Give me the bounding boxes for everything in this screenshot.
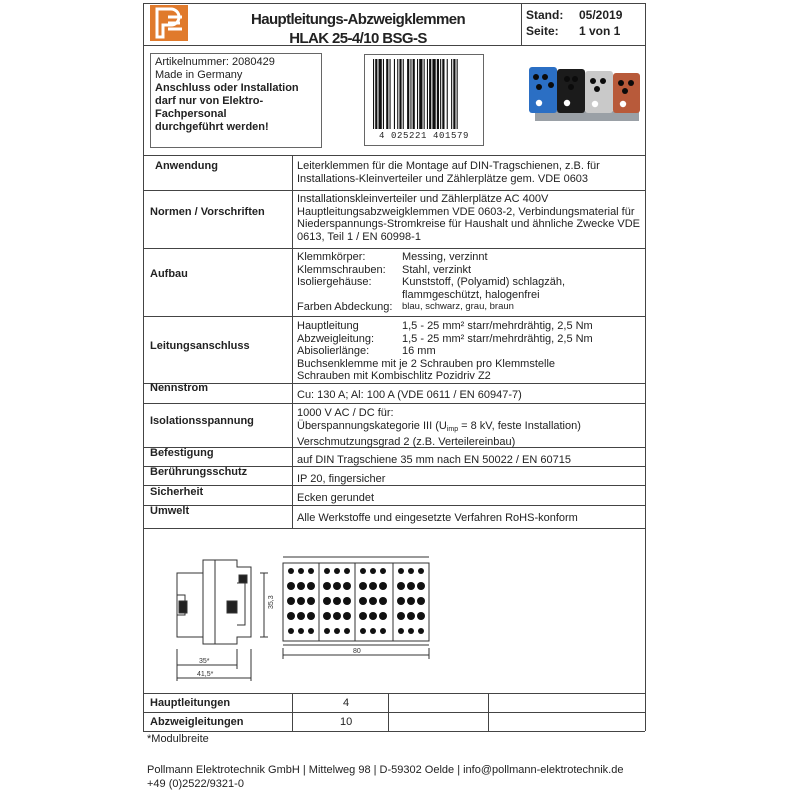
spec-value-sicherheit: Ecken gerundet bbox=[297, 492, 375, 504]
leitung-key: Hauptleitung bbox=[297, 320, 359, 332]
text-line: Hauptleitungsabzweigklemmen VDE 0603-2, Verbindungsmaterial für bbox=[297, 205, 635, 218]
spec-label-isolation: Isolationsspannung bbox=[150, 415, 254, 427]
aufbau-row bbox=[297, 276, 642, 289]
leitung-key: Abisolierlänge: bbox=[297, 345, 370, 357]
row-line bbox=[143, 403, 645, 404]
bottom-table-line bbox=[292, 693, 293, 731]
subscript: imp bbox=[446, 425, 459, 433]
bottom-table-line bbox=[143, 731, 645, 732]
section-divider-top bbox=[143, 155, 645, 156]
frame-left bbox=[143, 3, 144, 693]
aufbau-row bbox=[297, 251, 642, 264]
warning-line-3: Fachpersonal bbox=[155, 108, 227, 120]
spec-label-normen: Normen / Vorschriften bbox=[150, 206, 265, 218]
row-line bbox=[143, 383, 645, 384]
stand-label: Stand: bbox=[526, 8, 564, 22]
warning-line-4: durchgeführt werden! bbox=[155, 121, 269, 133]
document-title bbox=[198, 10, 518, 48]
bottom-label-abzweigleitungen: Abzweigleitungen bbox=[150, 716, 244, 728]
made-in: Made in Germany bbox=[155, 69, 243, 81]
text-line: Leiterklemmen für die Montage auf DIN-Tragschienen, z.B. für bbox=[297, 160, 600, 172]
frame-right bbox=[645, 3, 646, 693]
leitung-row bbox=[297, 345, 642, 358]
barcode-bars bbox=[365, 55, 483, 133]
warning-line-1: Anschluss oder Installation bbox=[155, 82, 299, 94]
technical-drawing bbox=[165, 545, 610, 685]
aufbau-val: Stahl, verzinkt bbox=[402, 263, 472, 276]
barcode-number: 4 025221 401579 bbox=[378, 131, 469, 141]
text-line: Verschmutzungsgrad 2 (z.B. Verteilereinbau) bbox=[297, 436, 516, 448]
spec-value-leitung bbox=[297, 320, 642, 383]
spec-value-nennstrom: Cu: 130 A; Al: 100 A (VDE 0611 / EN 60947-7) bbox=[297, 389, 522, 401]
spec-value-anwendung bbox=[297, 160, 642, 185]
spec-value-isolation bbox=[297, 407, 642, 449]
warning-line-2: darf nur von Elektro- bbox=[155, 95, 264, 107]
row-line bbox=[143, 505, 645, 506]
seite-value: 1 von 1 bbox=[579, 24, 621, 38]
spec-label-anwendung: Anwendung bbox=[155, 160, 218, 172]
spec-label-befestigung: Befestigung bbox=[150, 447, 214, 459]
product-photo bbox=[527, 55, 642, 130]
aufbau-key bbox=[297, 289, 402, 302]
text-line: Schrauben mit Kombischlitz Pozidriv Z2 bbox=[297, 370, 491, 382]
spec-label-nennstrom: Nennstrom bbox=[150, 382, 209, 394]
bottom-table-line bbox=[143, 712, 645, 713]
bottom-label-hauptleitungen: Hauptleitungen bbox=[150, 697, 231, 709]
frame-top bbox=[143, 3, 645, 4]
title-line-2: HLAK 25-4/10 BSG-S bbox=[289, 30, 427, 47]
aufbau-key: Farben Abdeckung: bbox=[297, 301, 393, 313]
aufbau-val: Kunststoff, (Polyamid) schlagzäh, bbox=[402, 276, 566, 288]
text-line: Installationskleinverteiler und Zählerplätze AC 400V bbox=[297, 193, 549, 205]
header-divider bbox=[521, 3, 522, 45]
text-line bbox=[297, 420, 642, 437]
dim-height: 35,3 bbox=[268, 595, 275, 609]
spec-value-aufbau bbox=[297, 251, 642, 314]
leitung-row bbox=[297, 333, 642, 346]
footer-line-1: Pollmann Elektrotechnik GmbH | Mittelweg 98 | D-59302 Oelde | info@pollmann-elektrotechnik.de bbox=[147, 764, 624, 776]
bottom-table-line bbox=[645, 693, 646, 731]
leitung-val: 16 mm bbox=[402, 345, 436, 357]
text-part: = 8 kV, feste Installation) bbox=[458, 419, 581, 432]
dim-35: 35* bbox=[199, 658, 210, 665]
spec-value-normen bbox=[297, 193, 642, 243]
row-line bbox=[143, 190, 645, 191]
spec-value-umwelt: Alle Werkstoffe und eingesetzte Verfahren RoHS-konform bbox=[297, 512, 578, 524]
aufbau-val: blau, schwarz, grau, braun bbox=[402, 301, 514, 312]
article-number: Artikelnummer: 2080429 bbox=[155, 56, 275, 68]
spec-label-aufbau: Aufbau bbox=[150, 268, 188, 280]
stand-value: 05/2019 bbox=[579, 8, 623, 22]
aufbau-val: flammgeschützt, halogenfrei bbox=[402, 288, 540, 301]
text-line: Niederspannungs-Stromkreise für Haushalt und ähnliche Zwecke VDE bbox=[297, 218, 641, 230]
row-line bbox=[143, 528, 645, 529]
aufbau-val: Messing, verzinnt bbox=[402, 251, 488, 263]
company-logo bbox=[150, 5, 188, 41]
title-line-1: Hauptleitungs-Abzweigklemmen bbox=[250, 11, 466, 28]
dim-41-5: 41,5* bbox=[197, 671, 214, 678]
barcode bbox=[364, 54, 484, 146]
seite-label: Seite: bbox=[526, 24, 559, 38]
spec-label-sicherheit: Sicherheit bbox=[150, 486, 204, 498]
spec-label-leitung: Leitungsanschluss bbox=[150, 340, 250, 352]
text-line: Buchsenklemme mit je 2 Schrauben pro Klemmstelle bbox=[297, 357, 556, 370]
bottom-table-line bbox=[143, 693, 645, 694]
text-part: Überspannungskategorie III (U bbox=[297, 419, 447, 432]
spec-label-umwelt: Umwelt bbox=[150, 505, 190, 517]
bottom-table-line bbox=[388, 693, 389, 731]
spec-value-befestigung: auf DIN Tragschiene 35 mm nach EN 50022 / EN 60715 bbox=[297, 454, 571, 466]
bottom-value-abzweigleitungen: 10 bbox=[340, 716, 353, 728]
article-info-box bbox=[150, 53, 322, 148]
spec-column-divider bbox=[292, 155, 293, 528]
bottom-value-hauptleitungen: 4 bbox=[343, 697, 350, 709]
aufbau-key: Klemmkörper: bbox=[297, 251, 366, 263]
aufbau-key: Klemmschrauben: bbox=[297, 263, 386, 276]
footnote: *Modulbreite bbox=[147, 733, 209, 745]
aufbau-row bbox=[297, 289, 642, 302]
leitung-row bbox=[297, 320, 642, 333]
footer-line-2: +49 (0)2522/9321-0 bbox=[147, 778, 244, 790]
aufbau-row bbox=[297, 301, 642, 314]
leitung-val: 1,5 - 25 mm² starr/mehrdrähtig, 2,5 Nm bbox=[402, 320, 593, 332]
bottom-table-line bbox=[488, 693, 489, 731]
aufbau-row bbox=[297, 264, 642, 277]
row-line bbox=[143, 248, 645, 249]
leitung-key: Abzweigleitung: bbox=[297, 332, 375, 345]
spec-label-beruehrung: Berührungsschutz bbox=[150, 466, 248, 478]
leitung-val: 1,5 - 25 mm² starr/mehrdrähtig, 2,5 Nm bbox=[402, 332, 593, 345]
text-line: 0613, Teil 1 / EN 60998-1 bbox=[297, 230, 421, 243]
bottom-table-line bbox=[143, 693, 144, 731]
aufbau-key: Isoliergehäuse: bbox=[297, 276, 372, 288]
dim-80: 80 bbox=[353, 648, 361, 655]
text-line: 1000 V AC / DC für: bbox=[297, 407, 394, 419]
row-line bbox=[143, 316, 645, 317]
text-line: Installations-Kleinverteiler und Zählerplätze gem. VDE 0603 bbox=[297, 172, 589, 185]
footer bbox=[147, 763, 647, 791]
spec-value-beruehrung: IP 20, fingersicher bbox=[297, 473, 386, 485]
